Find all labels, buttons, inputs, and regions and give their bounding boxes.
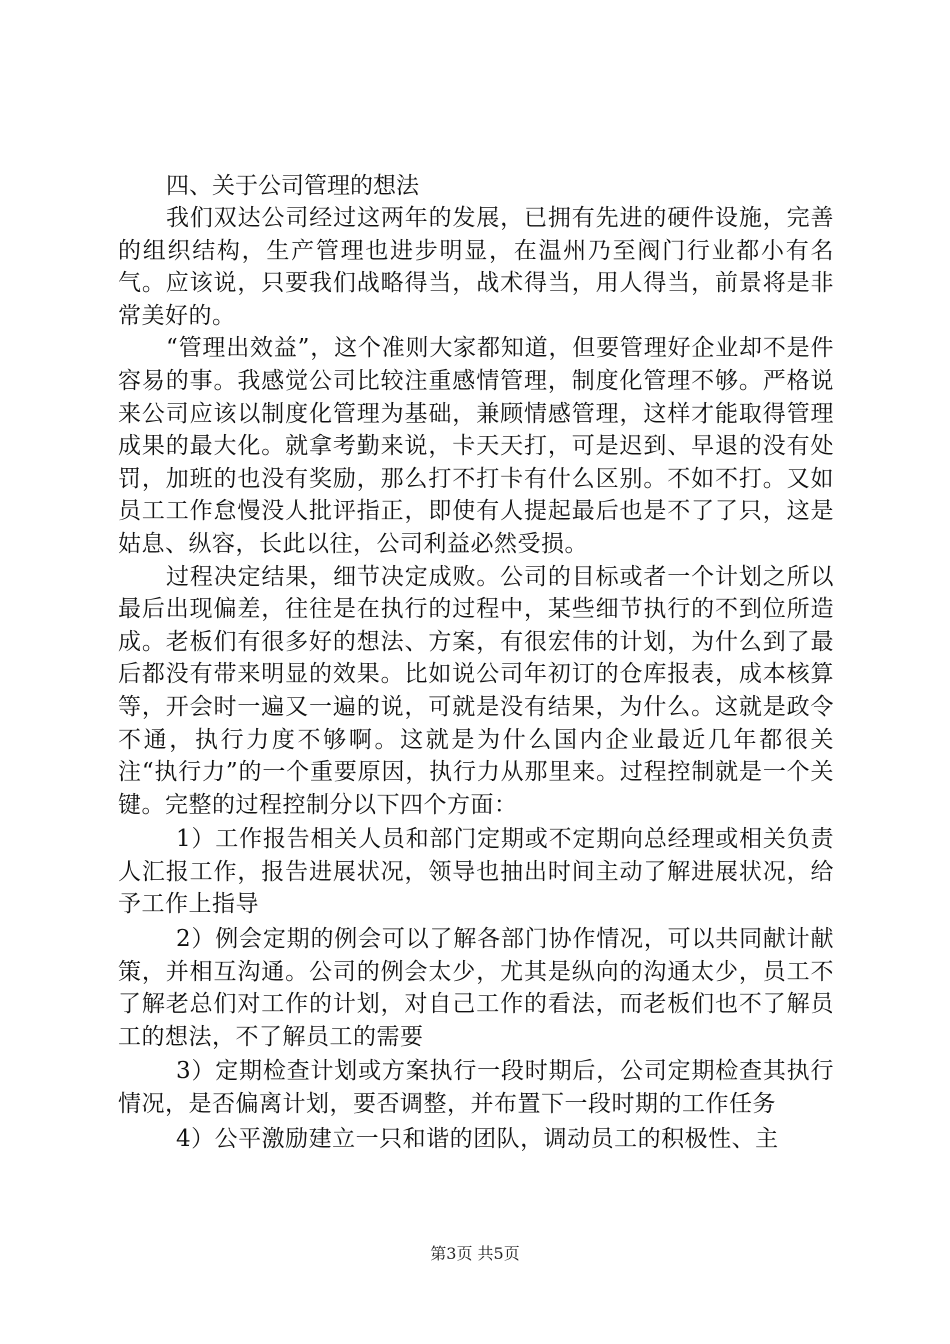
section-heading: 四、关于公司管理的想法 bbox=[166, 173, 419, 199]
list-item-2: 2）例会定期的例会可以了解各部门协作情况，可以共同献计献策，并相互沟通。公司的例会太少，尤其是纵向的沟通太少，员工不了解老总们对工作的计划，对自己工作的看法，而老板们也不了解员工的想法，不了解员工的需要 bbox=[118, 926, 834, 1050]
paragraph-3: 过程决定结果，细节决定成败。公司的目标或者一个计划之所以最后出现偏差，往往是在执行的过程中，某些细节执行的不到位所造成。老板们有很多好的想法、方案，有很宏伟的计划，为什么到了最后都没有带来明显的效果。比如说公司年初订的仓库报表，成本核算等，开会时一遍又一遍的说，可就是没有结果，为什么。这就是政令不通，执行力度不够啊。这就是为什么国内企业最近几年都很关注“执行力”的一个重要原因，执行力从那里来。过程控制就是一个关键。完整的过程控制分以下四个方面： bbox=[118, 563, 834, 818]
document-body bbox=[118, 170, 834, 1155]
list-item-3: 3）定期检查计划或方案执行一段时期后，公司定期检查其执行情况，是否偏离计划，要否调整，并布置下一段时期的工作任务 bbox=[118, 1058, 834, 1118]
paragraph-2: “管理出效益”，这个准则大家都知道，但要管理好企业却不是件容易的事。我感觉公司比较注重感情管理，制度化管理不够。严格说来公司应该以制度化管理为基础，兼顾情感管理，这样才能取得管理成果的最大化。就拿考勤来说，卡天天打，可是迟到、早退的没有处罚，加班的也没有奖励，那么打不打卡有什么区别。不如不打。又如员工工作怠慢没人批评指正，即使有人提起最后也是不了了只，这是姑息、纵容，长此以往，公司利益必然受损。 bbox=[118, 335, 834, 557]
paragraph-1: 我们双达公司经过这两年的发展，已拥有先进的硬件设施，完善的组织结构，生产管理也进步明显，在温州乃至阀门行业都小有名气。应该说，只要我们战略得当，战术得当，用人得当，前景将是非常美好的。 bbox=[118, 205, 834, 329]
list-item-1: 1）工作报告相关人员和部门定期或不定期向总经理或相关负责人汇报工作，报告进展状况，领导也抽出时间主动了解进展状况，给予工作上指导 bbox=[118, 826, 834, 918]
list-item-4: 4）公平激励建立一只和谐的团队，调动员工的积极性、主 bbox=[176, 1125, 779, 1152]
page-footer: 第3页 共5页 bbox=[430, 1244, 520, 1263]
